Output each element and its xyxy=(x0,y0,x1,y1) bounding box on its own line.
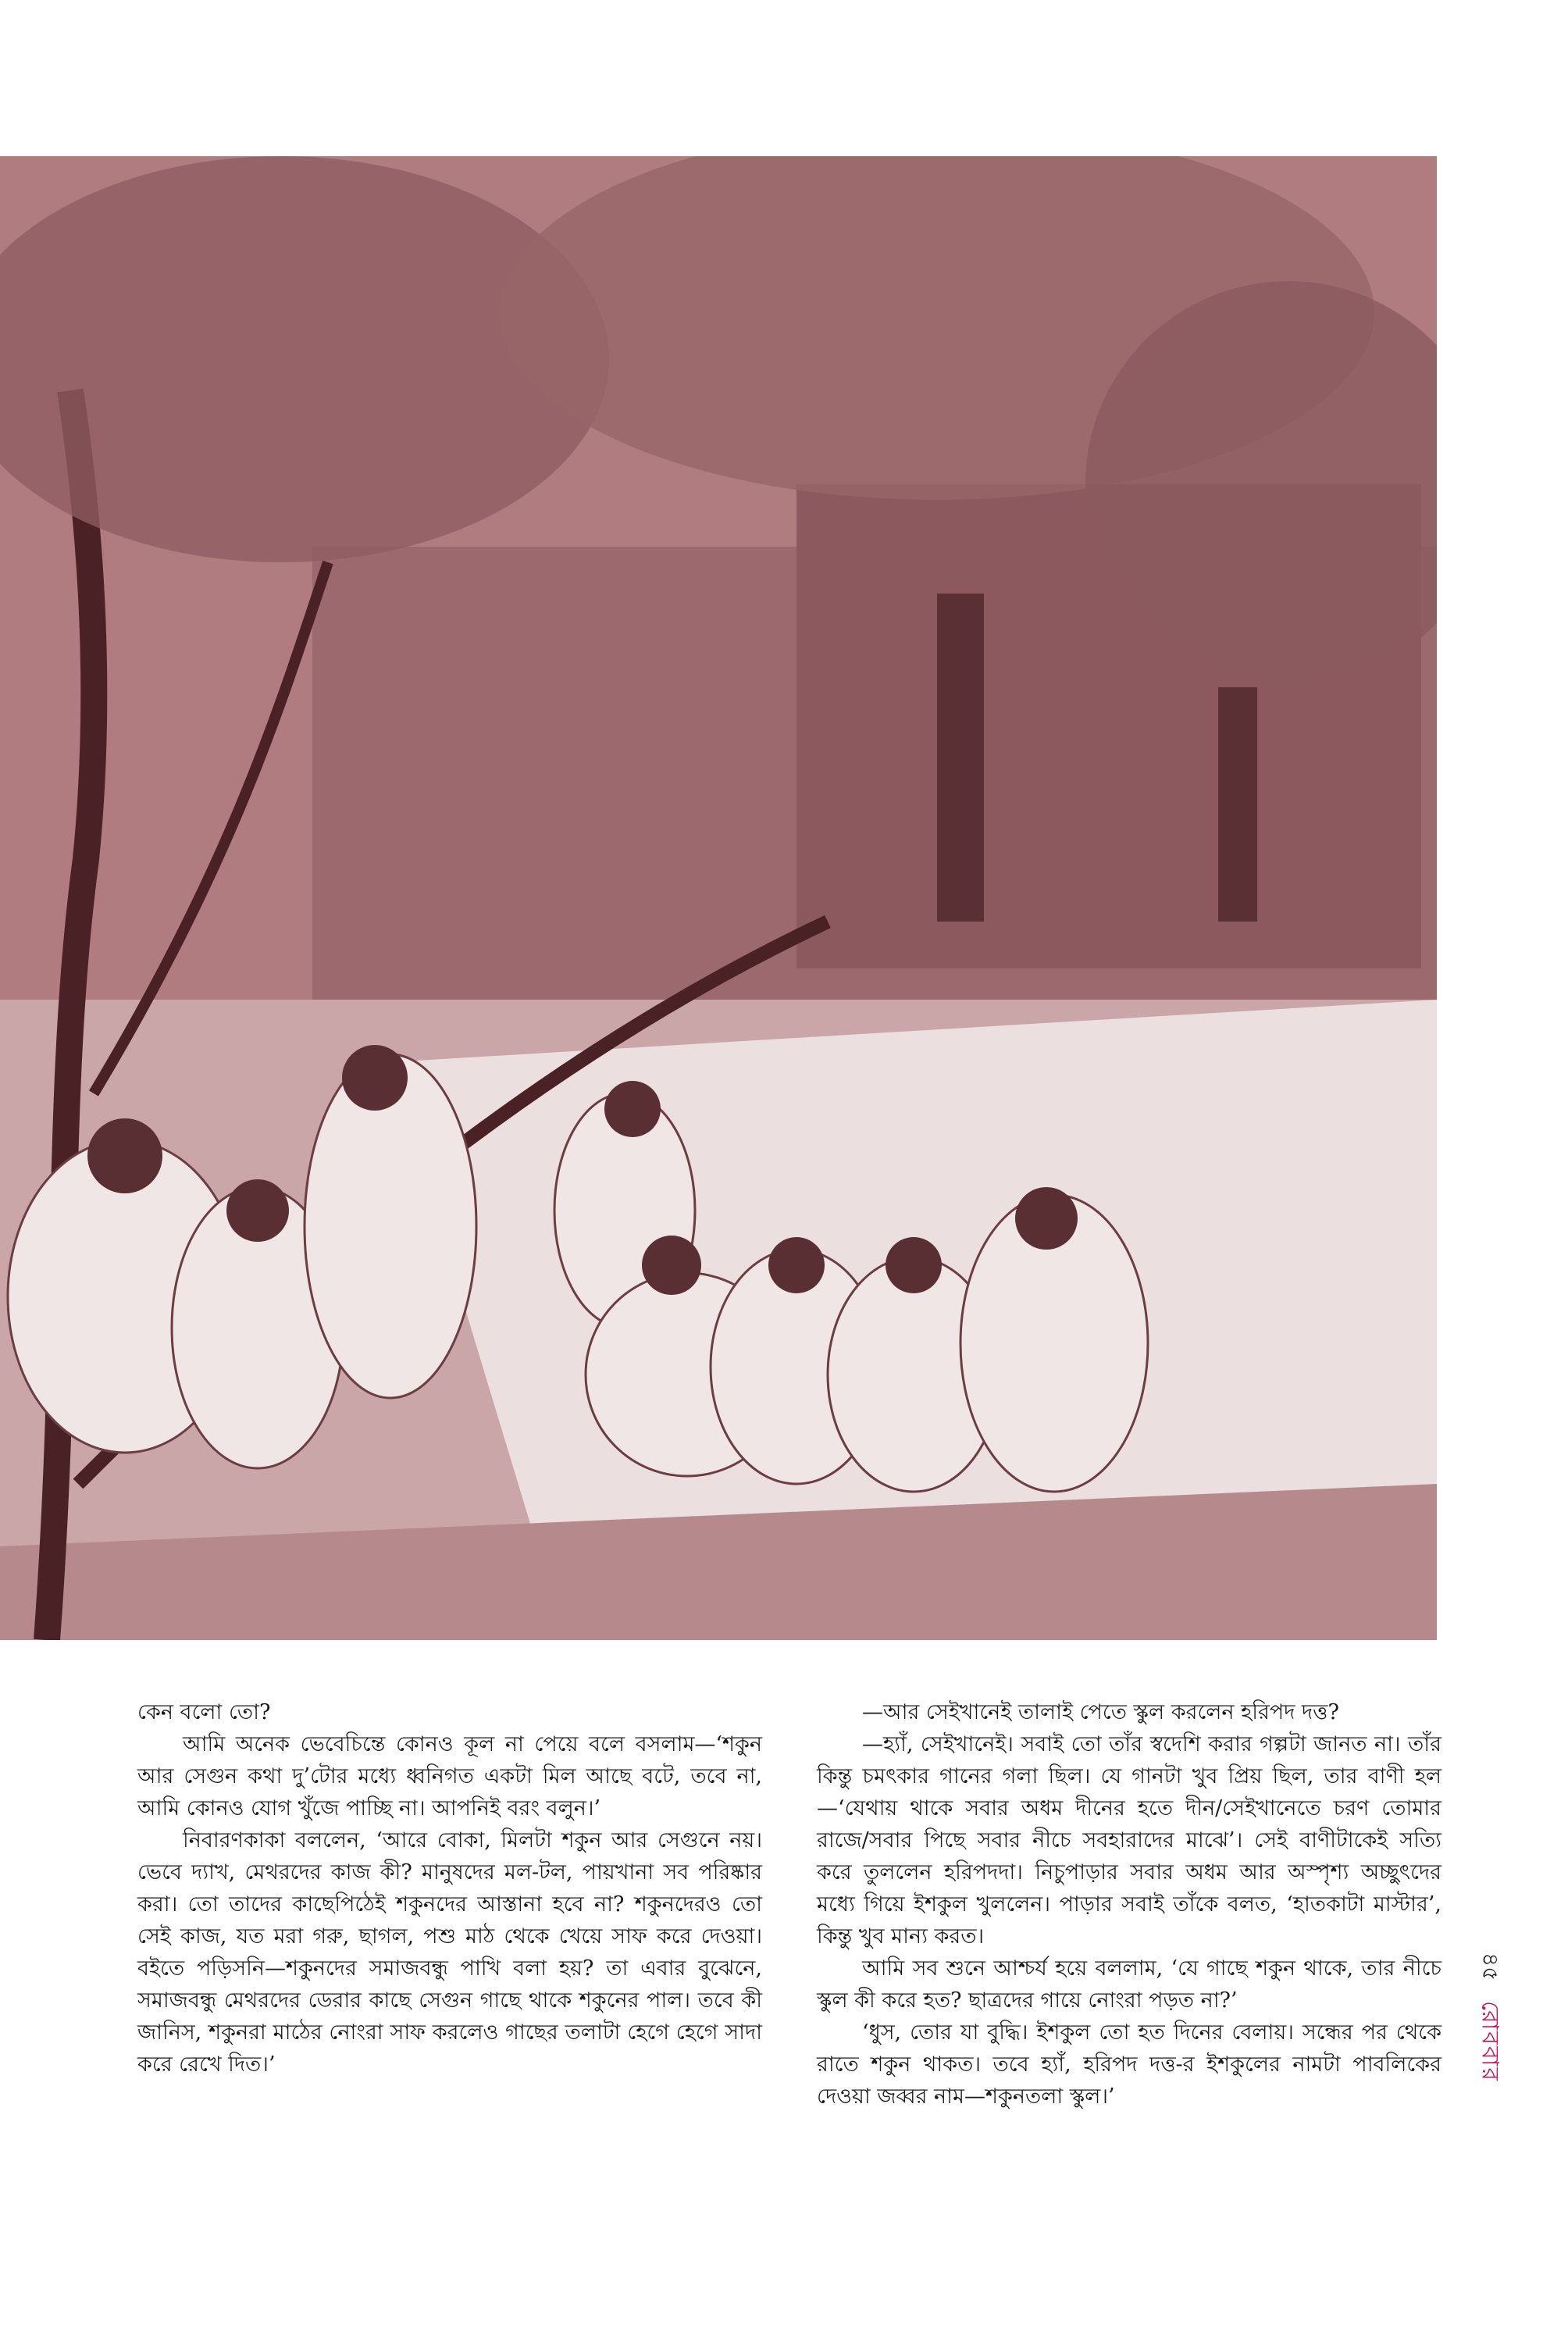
photo-schoolgirls-under-tree-icon xyxy=(0,156,1437,1640)
page-number: ৪৫ xyxy=(1477,1952,1504,1981)
magazine-name: রোববার xyxy=(1476,2001,1504,2083)
paragraph: আমি সব শুনে আশ্চর্য হয়ে বললাম, ‘যে গাছে শকুন থাকে, তার নীচে স্কুল কী করে হত? ছাত্রদের গায়ে নোংরা পড়ত না?’ xyxy=(817,1956,1441,2013)
paragraph: নিবারণকাকা বললেন, ‘আরে বোকা, মিলটা শকুন আর সেগুনে নয়। ভেবে দ্যাখ, মেথরদের কাজ কী? মানুষদের মল-টল, পায়খানা সব পরিষ্কার করা। তো তাদের কাছেপিঠেই শকুনদের আস্তানা হবে না? শকুনদেরও তো সেই কাজ, যত মরা গরু, ছাগল, পশু মাঠ থেকে খেয়ে সাফ করে দেওয়া। বইতে পড়িসনি—শকুনদের সমাজবন্ধু পাখি বলা হয়? তা এবার বুঝেনে, সমাজবন্ধু মেথরদের ডেরার কাছে সেগুন গাছে থাকে শকুনের পাল। তবে কী জানিস, শকুনরা মাঠের নোংরা সাফ করলেও গাছের তলাটা হেগে হেগে সাদা করে রেখে দিত।’ xyxy=(137,1828,762,2077)
article-photo xyxy=(0,156,1437,1640)
paragraph: —হ্যাঁ, সেইখানেই। সবাই তো তাঁর স্বদেশি করার গল্পটা জানত না। তাঁর কিন্তু চমৎকার গানের গলা ছিল। যে গানটা খুব প্রিয় ছিল, তার বাণী হল—‘যেথায় থাকে সবার অধম দীনের হতে দীন/সেইখানেতে চরণ তোমার রাজে/সবার পিছে সবার নীচে সবহারাদের মাঝে’। সেই বাণীটাকেই সত্যি করে তুললেন হরিপদদা। নিচুপাড়ার সবার অধম আর অস্পৃশ্য অচ্ছুৎদের মধ্যে গিয়ে ইশকুল খুললেন। পাড়ার সবাই তাঁকে বলত, ‘হাতকাটা মাস্টার’, কিন্তু খুব মান্য করত। xyxy=(817,1732,1441,1949)
article-column-right xyxy=(817,1696,1441,2113)
paragraph: ‘ধুস, তোর যা বুদ্ধি। ইশকুল তো হত দিনের বেলায়। সন্ধের পর থেকে রাতে শকুন থাকত। তবে হ্যাঁ, হরিপদ দত্ত-র ইশকুলের নামটা পাবলিকের দেওয়া জব্বর নাম—শকুনতলা স্কুল।’ xyxy=(817,2020,1441,2109)
article-column-left xyxy=(137,1696,762,2081)
paragraph: কেন বলো তো? xyxy=(137,1700,271,1724)
paragraph: আমি অনেক ভেবেচিন্তে কোনও কূল না পেয়ে বলে বসলাম—‘শকুন আর সেগুন কথা দু’টোর মধ্যে ধ্বনিগত একটা মিল আছে বটে, তবে না, আমি কোনও যোগ খুঁজে পাচ্ছি না। আপনিই বরং বলুন।’ xyxy=(137,1732,762,1820)
paragraph: —আর সেইখানেই তালাই পেতে স্কুল করলেন হরিপদ দত্ত? xyxy=(862,1700,1339,1724)
page-folio xyxy=(1466,1952,1513,2234)
